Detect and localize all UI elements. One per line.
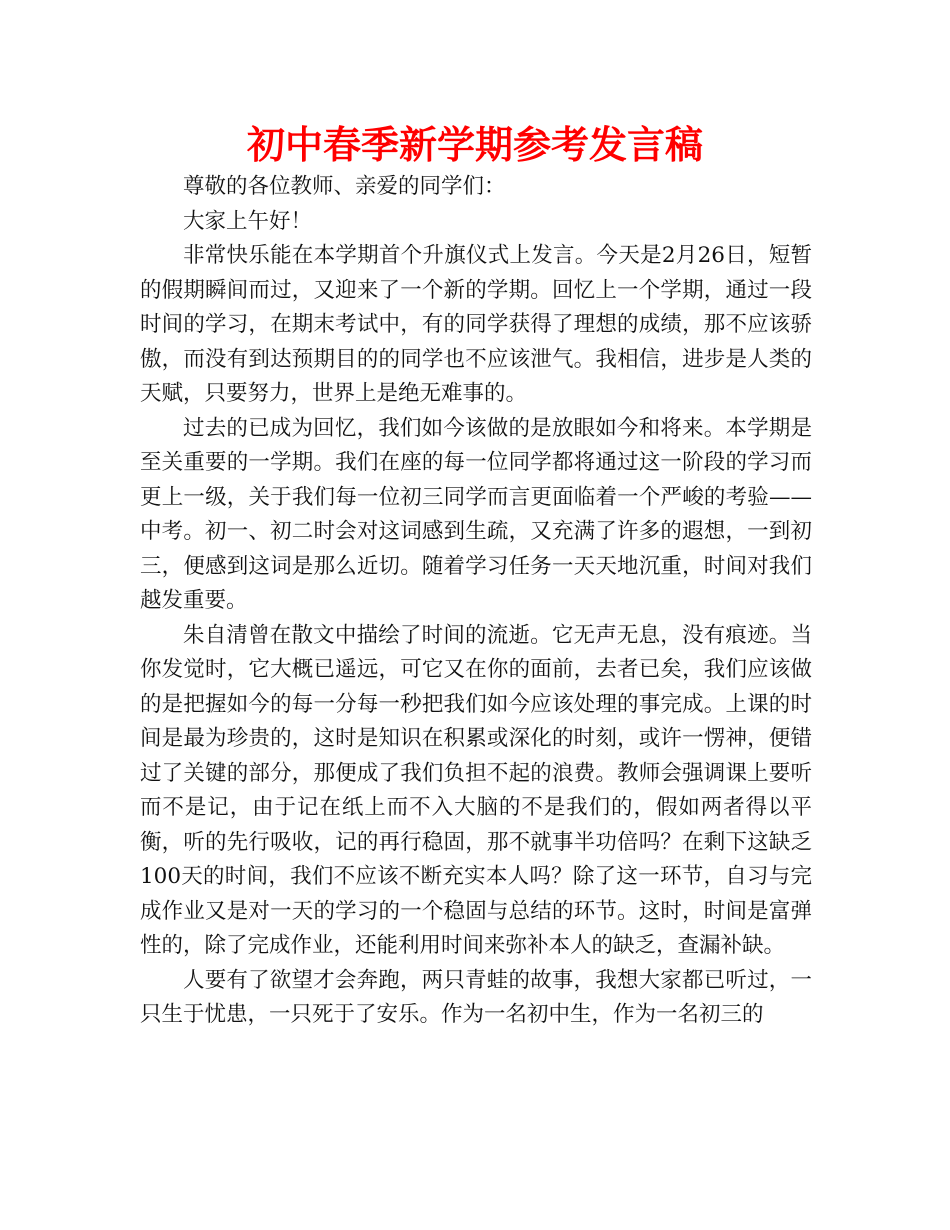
- salutation-paragraph: 尊敬的各位教师、亲爱的同学们：: [183, 174, 506, 199]
- document-title: 初中春季新学期参考发言稿: [246, 123, 703, 167]
- greeting-paragraph: 大家上午好！: [183, 208, 313, 234]
- body-paragraph: 人要有了欲望才会奔跑，两只青蛙的故事，我想大家都已听过，一只生于忧患，一只死于了安乐。作为一名初中生，作为一名初三的: [140, 967, 812, 1027]
- body-paragraph: 朱自清曾在散文中描绘了时间的流逝。它无声无息，没有痕迹。当你发觉时，它大概已遥远，可它又在你的面前，去者已矣，我们应该做的是把握如今的每一分每一秒把我们如今应该处理的事完成。上课的时间是最为珍贵的，这时是知识在积累或深化的时刻，或许一愣神，便错过了关键的部分，那便成了我们负担不起的浪费。教师会强调课上要听而不是记，由于记在纸上而不入大脑的不是我们的，假如两者得以平衡，听的先行吸收，记的再行稳固，那不就事半功倍吗？在剩下这缺乏100天的时间，我们不应该不断充实本人吗？除了这一环节，自习与完成作业又是对一天的学习的一个稳固与总结的环节。这时，时间是富弹性的，除了完成作业，还能利用时间来弥补本人的缺乏，查漏补缺。: [140, 622, 812, 958]
- body-paragraph: 非常快乐能在本学期首个升旗仪式上发言。今天是2月26日，短暂的假期瞬间而过，又迎来了一个新的学期。回忆上一个学期，通过一段时间的学习，在期末考试中，有的同学获得了理想的成绩，那不应该骄傲，而没有到达预期目的的同学也不应该泄气。我相信，进步是人类的天赋，只要努力，世界上是绝无难事的。: [140, 243, 812, 406]
- body-paragraph: 过去的已成为回忆，我们如今该做的是放眼如今和将来。本学期是至关重要的一学期。我们在座的每一位同学都将通过这一阶段的学习而更上一级，关于我们每一位初三同学而言更面临着一个严峻的考验——中考。初一、初二时会对这词感到生疏，又充满了许多的遐想，一到初三，便感到这词是那么近切。随着学习任务一天天地沉重，时间对我们越发重要。: [140, 415, 812, 613]
- document-body: [140, 170, 812, 1033]
